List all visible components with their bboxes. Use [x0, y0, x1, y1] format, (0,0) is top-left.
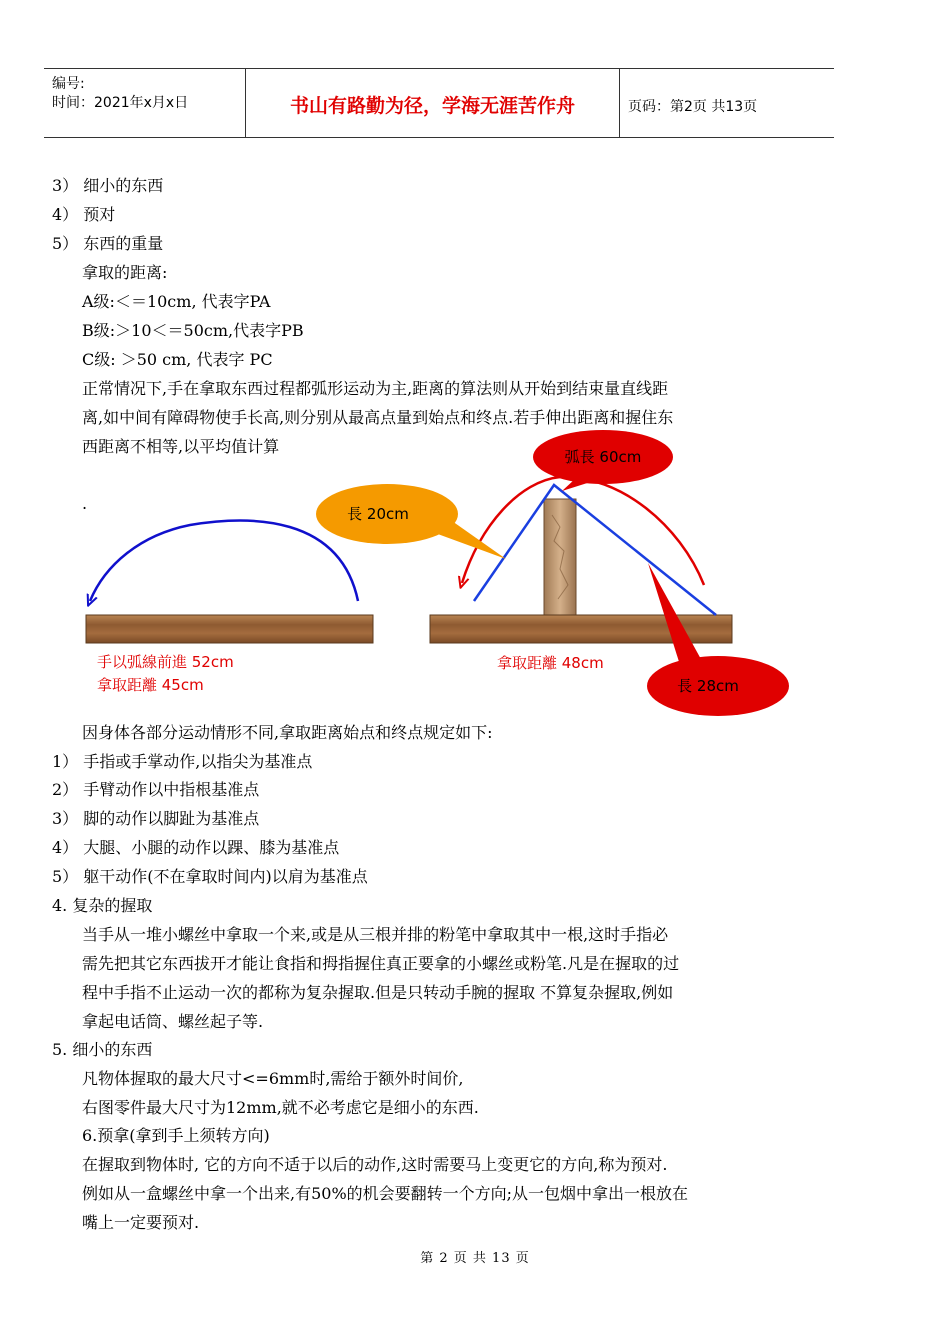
header-motto-cell [246, 69, 620, 137]
page-footer: 第 2 页 共 13 页 [420, 1251, 530, 1266]
section-heading: 4. 复杂的握取 [52, 896, 153, 915]
straight-line-path [474, 485, 716, 615]
section-heading: 5. 细小的东西 [52, 1040, 153, 1059]
paragraph-line: 当手从一堆小螺丝中拿取一个来,或是从三根并排的粉笔中拿取其中一根,这时手指必 [82, 925, 669, 944]
reach-distance-diagram [0, 415, 950, 725]
list-item: 1） 手指或手掌动作,以指尖为基准点 [52, 752, 313, 771]
header-page-cell [620, 69, 834, 137]
list-item: 3） 脚的动作以脚趾为基准点 [52, 809, 260, 828]
paragraph-line: 在握取到物体时, 它的方向不适于以后的动作,这时需要马上变更它的方向,称为预对. [82, 1155, 668, 1174]
text-line: 因身体各部分运动情形不同,拿取距离始点和终点规定如下: [82, 723, 493, 742]
section-heading: 6.预拿(拿到手上须转方向) [82, 1126, 270, 1145]
list-item: 4） 大腿、小腿的动作以踝、膝为基准点 [52, 838, 340, 857]
end-length-label: 長 28cm [677, 677, 739, 695]
obstacle-pillar [544, 499, 576, 617]
text-line: A级:＜＝10cm, 代表字PA [82, 292, 271, 311]
wood-plank-left [86, 615, 373, 643]
list-item: 5） 躯干动作(不在拿取时间内)以肩为基准点 [52, 867, 368, 886]
paragraph-line: 拿起电话筒、螺丝起子等. [82, 1012, 264, 1031]
list-item: 3） 细小的东西 [52, 176, 164, 195]
paragraph-line: 需先把其它东西拔开才能让食指和拇指握住真正要拿的小螺丝或粉笔.凡是在握取的过 [82, 954, 680, 973]
paragraph-line: 离,如中间有障碍物使手长高,则分别从最高点量到始点和终点.若手伸出距离和握住东 [82, 408, 674, 427]
paragraph-line: 例如从一盒螺丝中拿一个出来,有50%的机会要翻转一个方向;从一包烟中拿出一根放在 [82, 1184, 689, 1203]
side-length-label: 長 20cm [347, 505, 409, 523]
reach-distance-label-left: 拿取距離 45cm [97, 676, 204, 694]
list-item: 4） 预对 [52, 205, 116, 224]
arc-length-label: 弧長 60cm [564, 448, 642, 466]
text-line: . [82, 494, 88, 513]
text-line: C级: ＞50 cm, 代表字 PC [82, 350, 273, 369]
hand-arc-label: 手以弧線前進 52cm [97, 653, 234, 671]
right-scene [316, 430, 789, 716]
motto: 书山有路勤为径，学海无涯苦作舟 [289, 95, 575, 117]
paragraph-line: 嘴上一定要预对. [82, 1213, 200, 1232]
list-item: 5） 东西的重量 [52, 234, 164, 253]
paragraph-line: 正常情况下,手在拿取东西过程都弧形运动为主,距离的算法则从开始到结束量直线距 [82, 379, 669, 398]
paragraph-line: 凡物体握取的最大尺寸<=6mm时,需给于额外时间价, [82, 1069, 464, 1088]
hand-arc-right [462, 477, 704, 585]
text-line: 拿取的距离: [82, 263, 168, 282]
page-header [44, 68, 834, 138]
paragraph-line: 西距离不相等,以平均值计算 [82, 437, 280, 456]
paragraph-line: 右图零件最大尺寸为12mm,就不必考虑它是细小的东西. [82, 1098, 479, 1117]
reach-distance-label-right: 拿取距離 48cm [497, 654, 604, 672]
page-number-label: 页码：第2页 共13页 [628, 99, 758, 115]
list-item: 2） 手臂动作以中指根基准点 [52, 780, 260, 799]
hand-arc-left [90, 521, 358, 601]
header-info-cell [44, 69, 246, 137]
doc-number-label: 编号: [52, 76, 85, 92]
left-scene [86, 521, 373, 694]
text-line: B级:＞10＜＝50cm,代表字PB [82, 321, 304, 340]
time-label: 时间：2021年x月x日 [52, 95, 189, 111]
paragraph-line: 程中手指不止运动一次的都称为复杂握取.但是只转动手腕的握取 不算复杂握取,例如 [82, 983, 674, 1002]
